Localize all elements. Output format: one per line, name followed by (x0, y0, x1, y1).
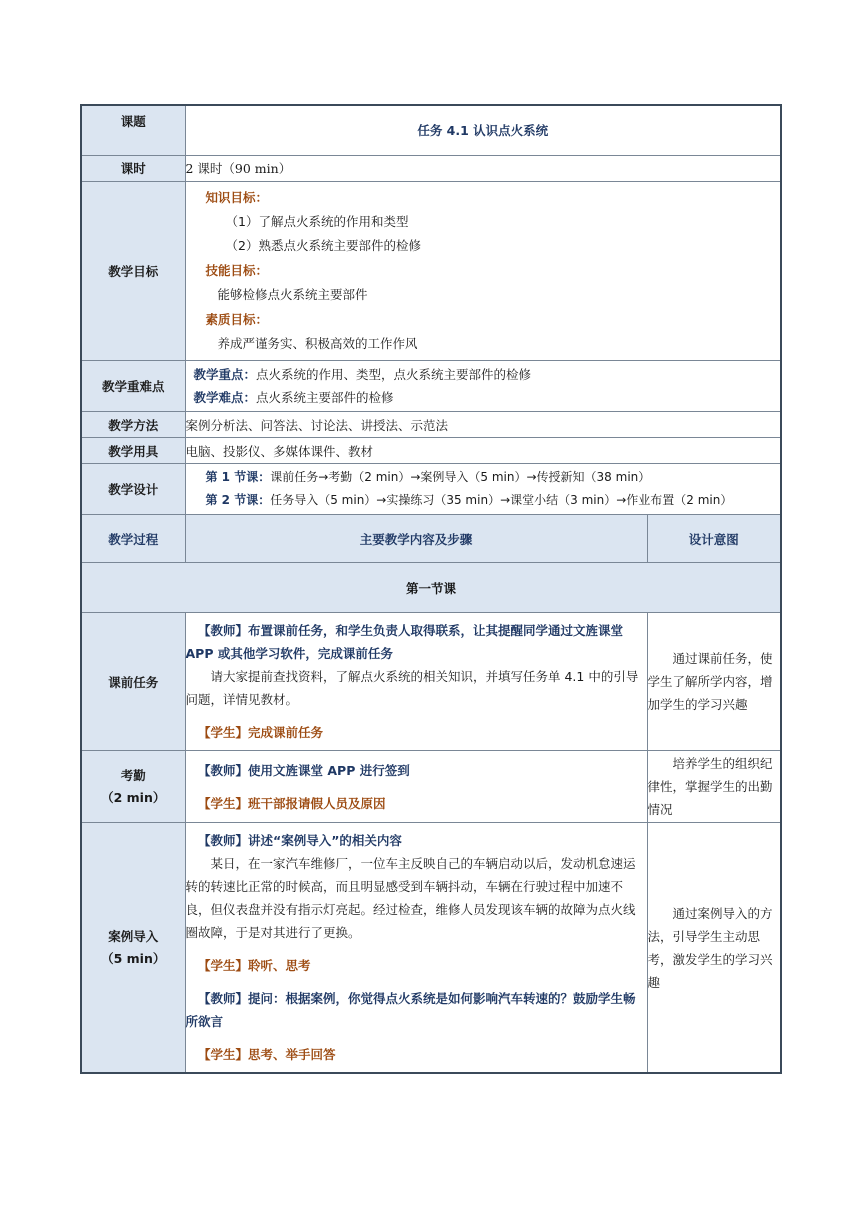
knowledge-item-1: （1）了解点火系统的作用和类型 (225, 213, 409, 229)
lesson-plan-table (80, 104, 782, 1074)
knowledge-item-2: （2）熟悉点火系统主要部件的检修 (225, 238, 421, 254)
case-teacher-1: 【教师】讲述“案例导入”的相关内容 (198, 833, 402, 849)
keypoints-row (81, 361, 781, 412)
attendance-student: 【学生】班干部报请假人员及原因 (198, 795, 386, 811)
design-content (185, 464, 781, 515)
design-row (81, 464, 781, 515)
case-intent: 通过案例导入的方法，引导学生主动思考，激发学生的学习兴趣 (647, 823, 781, 1073)
lesson2-title: 第 2 节课： (205, 493, 271, 508)
content-col-header: 主要教学内容及步骤 (185, 515, 647, 563)
key-title: 教学重点： (193, 367, 257, 383)
subject-title: 任务 4.1 认识点火系统 (185, 105, 781, 155)
pretask-row (81, 613, 781, 751)
tools-label: 教学用具 (81, 438, 185, 464)
case-teacher-2: 【教师】提问：根据案例，你觉得点火系统是如何影响汽车转速的？鼓励学生畅所欲言 (185, 991, 636, 1030)
key-text: 点火系统的作用、类型，点火系统主要部件的检修 (256, 367, 532, 383)
pretask-teacher: 【教师】布置课前任务，和学生负责人取得联系，让其提醒同学通过文旌课堂 APP 或其他学习软件，完成课前任务 (185, 623, 624, 662)
quality-item-1: 养成严谨务实、积极高效的工作作风 (217, 335, 418, 351)
skill-item-1: 能够检修点火系统主要部件 (217, 287, 368, 303)
difficult-title: 教学难点： (193, 390, 257, 406)
process-header-row (81, 515, 781, 563)
attendance-content (185, 751, 647, 823)
pretask-text: 请大家提前查找资料，了解点火系统的相关知识，并填写任务单 4.1 中的引导问题，详情见教材。 (185, 669, 639, 708)
knowledge-title: 知识目标： (205, 189, 269, 205)
case-time: （5 min） (101, 950, 166, 966)
methods-row (81, 412, 781, 438)
section-row (81, 563, 781, 613)
objectives-label: 教学目标 (81, 181, 185, 361)
case-content (185, 823, 647, 1073)
design-label: 教学设计 (81, 464, 185, 515)
keypoints-content (185, 361, 781, 412)
lesson1-text: 课前任务→考勤（2 min）→案例导入（5 min）→传授新知（38 min） (270, 470, 651, 485)
case-student-2: 【学生】思考、举手回答 (198, 1047, 336, 1063)
objectives-content (185, 181, 781, 361)
intent-col-header: 设计意图 (647, 515, 781, 563)
case-label: 案例导入 (108, 928, 159, 944)
case-row (81, 823, 781, 1073)
objectives-row (81, 181, 781, 361)
attendance-row (81, 751, 781, 823)
tools-row (81, 438, 781, 464)
hours-label: 课时 (81, 155, 185, 181)
section-title: 第一节课 (81, 563, 781, 613)
hours-value: 2 课时（90 min） (185, 155, 781, 181)
attendance-label-cell (81, 751, 185, 823)
subject-label: 课题 (81, 105, 185, 155)
quality-title: 素质目标： (205, 311, 269, 327)
case-text: 某日，在一家汽车维修厂，一位车主反映自己的车辆启动以后，发动机怠速运转的转速比正常的时候高，而且明显感受到车辆抖动，车辆在行驶过程中加速不良，但仪表盘并没有指示灯亮起。经过检查，维修人员发现该车辆的故障为点火线圈故障，于是对其进行了更换。 (185, 856, 636, 941)
methods-value: 案例分析法、问答法、讨论法、讲授法、示范法 (185, 412, 781, 438)
attendance-intent: 培养学生的组织纪律性，掌握学生的出勤情况 (647, 751, 781, 823)
process-col-header: 教学过程 (81, 515, 185, 563)
pretask-label: 课前任务 (81, 613, 185, 751)
tools-value: 电脑、投影仪、多媒体课件、教材 (185, 438, 781, 464)
methods-label: 教学方法 (81, 412, 185, 438)
case-student-1: 【学生】聆听、思考 (198, 958, 311, 974)
attendance-teacher: 【教师】使用文旌课堂 APP 进行签到 (198, 762, 410, 778)
lesson2-text: 任务导入（5 min）→实操练习（35 min）→课堂小结（3 min）→作业布置（2 min） (270, 493, 733, 508)
attendance-label: 考勤 (120, 767, 146, 783)
keypoints-label: 教学重难点 (81, 361, 185, 412)
pretask-student: 【学生】完成课前任务 (198, 725, 324, 741)
pretask-intent: 通过课前任务，使学生了解所学内容，增加学生的学习兴趣 (647, 613, 781, 751)
case-label-cell (81, 823, 185, 1073)
pretask-content (185, 613, 647, 751)
lesson1-title: 第 1 节课： (205, 470, 271, 485)
hours-row (81, 155, 781, 181)
difficult-text: 点火系统主要部件的检修 (256, 390, 394, 406)
skill-title: 技能目标： (205, 262, 269, 278)
attendance-time: （2 min） (101, 789, 166, 805)
subject-row (81, 105, 781, 155)
